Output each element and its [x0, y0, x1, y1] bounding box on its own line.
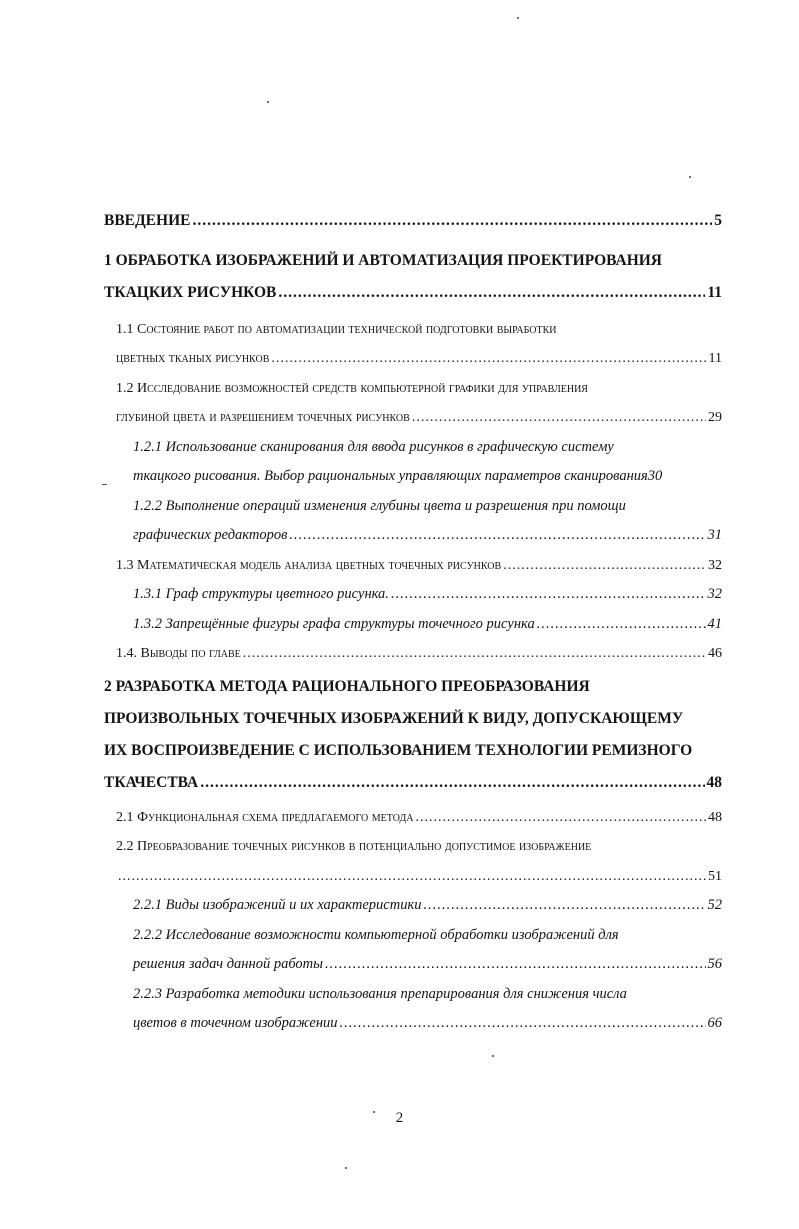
- toc-entry-title-cont: глубиной цвета и разрешением точечных рисунков: [116, 410, 410, 425]
- toc-page-number: 48: [706, 774, 722, 791]
- toc-entry-title: 1.3.1 Граф структуры цветного рисунка.: [133, 586, 389, 602]
- toc-entry-title: 2.2.3 Разработка методики использования препарирования для снижения числа: [133, 985, 627, 1002]
- toc-page-number: 51: [708, 868, 722, 884]
- scan-speck: [267, 101, 269, 103]
- toc-entry-title-cont: графических редакторов: [133, 527, 288, 543]
- toc-entry-section-1-3-1: [104, 574, 722, 604]
- toc-entry-title-cont: ткацкого рисования. Выбор рациональных управляющих параметров сканирования: [133, 468, 648, 484]
- toc-page-number: 46: [708, 646, 722, 661]
- toc-page-number: 29: [708, 410, 722, 425]
- dot-leader: [415, 810, 706, 826]
- toc-page-number: 11: [707, 284, 722, 301]
- page-number: 2: [395, 1110, 404, 1126]
- dot-leader: [391, 586, 706, 603]
- toc-entry-title: 1.3.2 Запрещённые фигуры графа структуры точечного рисунка: [133, 615, 535, 632]
- toc-entry-title-cont: ТКАЧЕСТВА: [104, 774, 199, 791]
- toc-entry-title: 1.2 Исследование возможностей средств компьютерной графики для управления: [116, 380, 588, 396]
- toc-entry-title-cont: ПРОИЗВОЛЬНЫХ ТОЧЕЧНЫХ ИЗОБРАЖЕНИЙ К ВИДУ, ДОПУСКАЮЩЕМУ: [104, 710, 684, 727]
- toc-entry-section-2-2-2: [104, 914, 722, 973]
- toc-entry-title: 2 РАЗРАБОТКА МЕТОДА РАЦИОНАЛЬНОГО ПРЕОБРАЗОВАНИЯ: [104, 678, 590, 695]
- toc-entry-section-1-3: [104, 544, 722, 574]
- dot-leader: [325, 956, 706, 973]
- dot-leader: [537, 616, 706, 633]
- dot-leader: [412, 410, 706, 426]
- table-of-contents: [104, 198, 722, 1032]
- toc-entry-title-cont: ИХ ВОСПРОИЗВЕДЕНИЕ С ИСПОЛЬЗОВАНИЕМ ТЕХНОЛОГИИ РЕМИЗНОГО: [104, 742, 693, 759]
- toc-entry-section-2-2-3: [104, 973, 722, 1032]
- toc-entry-title: 2.1 Функциональная схема предлагаемого метода: [116, 809, 414, 825]
- dot-leader: [340, 1015, 706, 1032]
- toc-entry-title: 1.4. Выводы по главе: [116, 646, 241, 661]
- toc-entry-section-2-2: [104, 826, 722, 885]
- scan-speck: [345, 1167, 347, 1169]
- dot-leader: [289, 527, 705, 544]
- toc-entry-title: ВВЕДЕНИЕ: [104, 212, 191, 229]
- toc-page-number: 52: [707, 897, 722, 913]
- toc-page-number: 32: [707, 586, 722, 602]
- toc-entry-title-cont: ТКАЦКИХ РИСУНКОВ: [104, 284, 277, 301]
- toc-entry-section-1-3-2: [104, 603, 722, 633]
- toc-page-number: 56: [707, 956, 722, 972]
- dot-leader: [278, 284, 705, 302]
- dot-leader: [118, 869, 706, 885]
- toc-entry-title: 2.2 Преобразование точечных рисунков в потенциально допустимое изображение: [116, 839, 592, 854]
- scan-speck: [689, 176, 691, 178]
- toc-entry-section-2-2-1: [104, 885, 722, 915]
- toc-entry-section-1-2-2: [104, 485, 722, 544]
- toc-entry-section-1-2: [104, 367, 722, 426]
- toc-page-number: 48: [708, 809, 722, 825]
- toc-entry-section-1-2-1: [104, 426, 722, 485]
- toc-entry-introduction: [104, 198, 722, 230]
- toc-page-number: 32: [708, 557, 722, 573]
- toc-page-number: 30: [647, 468, 663, 484]
- toc-page-number: 31: [707, 527, 722, 543]
- dot-leader: [271, 351, 706, 367]
- toc-entry-chapter-1: [104, 238, 722, 302]
- toc-entry-title: 2.2.1 Виды изображений и их характеристики: [133, 897, 422, 913]
- scan-speck: [102, 484, 107, 485]
- toc-entry-title-cont: решения задач данной работы: [133, 956, 323, 972]
- toc-entry-title: 2.2.2 Исследование возможности компьютерной обработки изображений для: [133, 926, 619, 943]
- toc-entry-title: 1 ОБРАБОТКА ИЗОБРАЖЕНИЙ И АВТОМАТИЗАЦИЯ ПРОЕКТИРОВАНИЯ: [104, 252, 662, 269]
- dot-leader: [424, 897, 706, 914]
- toc-entry-title-cont: цветных тканых рисунков: [116, 351, 270, 366]
- scan-speck: [373, 1111, 375, 1113]
- toc-entry-chapter-2: [104, 664, 722, 792]
- toc-entry-section-1-1: [104, 308, 722, 367]
- toc-entry-title: 1.1 Состояние работ по автоматизации технической подготовки выработки: [116, 321, 557, 337]
- dot-leader: [503, 558, 706, 574]
- dot-leader: [243, 646, 706, 662]
- toc-page-number: 11: [708, 351, 722, 366]
- toc-entry-title: 1.2.1 Использование сканирования для ввода рисунков в графическую систему: [133, 438, 614, 455]
- toc-entry-section-2-1: [104, 796, 722, 826]
- toc-page-number: 41: [707, 615, 722, 632]
- toc-page-number: 66: [707, 1015, 722, 1031]
- dot-leader: [200, 774, 704, 792]
- dot-leader: [192, 212, 712, 230]
- scan-speck: [517, 17, 519, 19]
- toc-entry-title: 1.3 Математическая модель анализа цветных точечных рисунков: [116, 557, 502, 573]
- scan-speck: [492, 1055, 494, 1057]
- toc-entry-title: 1.2.2 Выполнение операций изменения глубины цвета и разрешения при помощи: [133, 497, 626, 514]
- toc-entry-title-cont: цветов в точечном изображении: [133, 1015, 338, 1031]
- toc-entry-section-1-4: [104, 633, 722, 663]
- toc-page-number: 5: [714, 212, 722, 229]
